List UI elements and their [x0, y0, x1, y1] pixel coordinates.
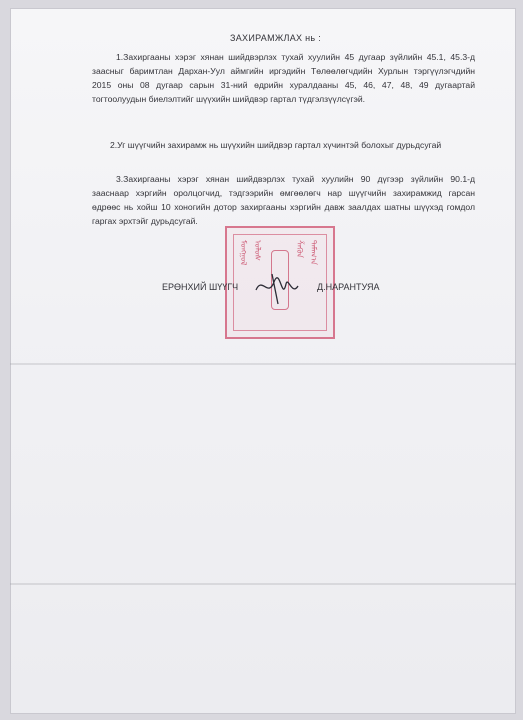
paragraph-1-line: тогтоолуудын биелэлтийг шүүхийн шийдвэр гартал түдгэлзүүлсүгэй. — [92, 94, 366, 104]
stamp-script-column: ᠱᠡᠭᠦᠨ — [295, 240, 304, 258]
paragraph-3 — [92, 172, 475, 228]
paper-fold-line — [10, 363, 516, 365]
paragraph-3-line: зааснаар хэргийн оролцогчид, тэдгээрийн өмгөөлөгч нар шүүгчийн захирамжид гарсан — [92, 188, 475, 198]
stamp-script-column: ᠲᠠᠮᠠᠭ᠎ᠠ — [309, 240, 318, 265]
stamp-script-column: ᠮᠣᠩᠭᠣᠯ — [239, 240, 248, 266]
document-heading: ЗАХИРАМЖЛАХ нь : — [230, 33, 321, 43]
paragraph-1-line: 1.Захиргааны хэрэг хянан шийдвэрлэх тухай хуулийн 45 дугаар зүйлийн 45.1, 45.3-д — [116, 52, 475, 62]
handwritten-signature — [248, 268, 308, 308]
paragraph-1-line: заасныг баримтлан Дархан-Уул аймгийн иргэдийн Төлөөлөгчдийн Хурлын тэргүүлэгчдийн — [92, 66, 475, 76]
signature-title: ЕРӨНХИЙ ШҮҮГЧ — [162, 282, 239, 292]
paragraph-1 — [92, 50, 475, 106]
signature-name: Д.НАРАНТУЯА — [317, 282, 380, 292]
paragraph-3-line: өдрөөс нь хойш 10 хоногийн дотор захиргааны хэргийн давж заалдах шатны шүүхэд гомдол — [92, 202, 475, 212]
paragraph-3-line: 3.Захиргааны хэрэг хянан шийдвэрлэх тухай хуулийн 90 дүгээр зүйлийн 90.1-д — [116, 174, 475, 184]
paragraph-2: 2.Уг шүүгчийн захирамж нь шүүхийн шийдвэр гартал хүчинтэй болохыг дурьдсугай — [110, 140, 442, 150]
paper-fold-line — [10, 583, 516, 585]
document-page — [10, 8, 516, 714]
paragraph-3-line: гаргах эрхтэйг дурьдсугай. — [92, 216, 198, 226]
stamp-script-column: ᠤᠯᠤᠰ — [253, 240, 262, 261]
paragraph-1-line: 2015 оны 08 дугаар сарын 31-ний өдрийн хуралдааны 45, 46, 47, 48, 49 дугаартай — [92, 80, 475, 90]
